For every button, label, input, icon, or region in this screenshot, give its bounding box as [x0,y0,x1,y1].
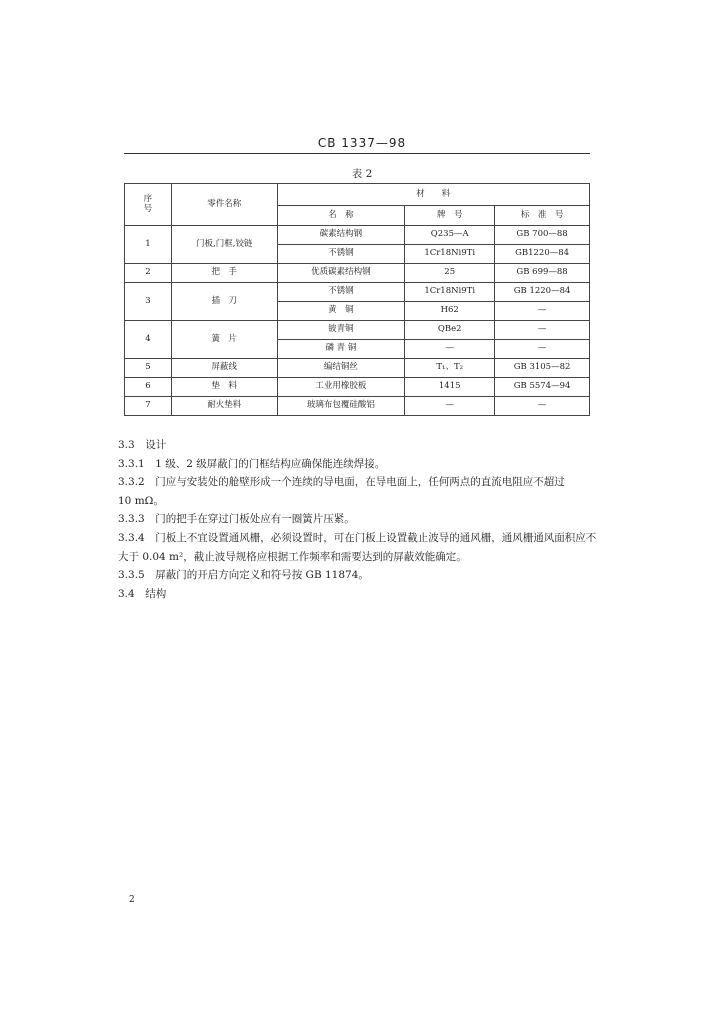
row-standard: — [495,321,590,340]
table-row [125,283,590,302]
header-part-name: 零件名称 [171,184,277,226]
row-no: 7 [125,397,172,416]
row-material-name: 不锈钢 [277,245,405,264]
row-part: 垫 料 [171,378,277,397]
document-code: CB 1337—98 [317,136,407,150]
table-row [125,359,590,378]
row-grade: 25 [405,264,495,283]
header-grade: 牌 号 [405,206,495,226]
clause: 3.3.2 门应与安装处的舱壁形成一个连续的导电面，在导电面上，任何两点的直流电阻应不超过 [118,476,565,489]
row-part: 簧 片 [171,321,277,359]
section-heading: 3.4 结构 [118,587,167,600]
row-grade: 1415 [405,378,495,397]
row-standard: GB 700—88 [495,226,590,245]
materials-table [124,183,590,416]
row-material-name: 玻璃布包覆硅酸铝 [277,397,405,416]
header-material-name: 名 称 [277,206,405,226]
row-grade: T₁、T₂ [405,359,495,378]
row-no: 4 [125,321,172,359]
row-grade: — [405,397,495,416]
header-standard: 标 准 号 [495,206,590,226]
table-row [125,226,590,245]
row-standard: GB 3105—82 [495,359,590,378]
row-no: 5 [125,359,172,378]
row-part: 门板,门框,铰链 [171,226,277,264]
row-material-name: 碳素结构钢 [277,226,405,245]
clause-continuation: 10 mΩ。 [118,494,164,507]
row-no: 1 [125,226,172,264]
row-material-name: 黄 铜 [277,302,405,321]
row-grade: H62 [405,302,495,321]
row-material-name: 磷 青 铜 [277,340,405,359]
table-row [125,264,590,283]
header-seq-line1: 序 [143,193,153,204]
clause: 3.3.5 屏蔽门的开启方向定义和符号按 GB 11874。 [118,569,369,582]
header-seq [125,184,172,226]
row-part: 插 刀 [171,283,277,321]
header-rule [124,153,590,154]
table-header-row [125,184,590,206]
row-material-name: 编结铜丝 [277,359,405,378]
row-no: 3 [125,283,172,321]
table-row [125,321,590,340]
row-standard: — [495,397,590,416]
row-material-name: 不锈钢 [277,283,405,302]
clause-continuation: 大于 0.04 m²，截止波导规格应根据工作频率和需要达到的屏蔽效能确定。 [118,550,467,563]
table-row [125,397,590,416]
row-standard: — [495,302,590,321]
table-title: 表 2 [351,168,373,180]
section-heading: 3.3 设计 [118,439,167,451]
header-seq-line2: 号 [143,203,153,214]
body-text [118,436,600,603]
clause: 3.3.3 门的把手在穿过门板处应有一圈簧片压紧。 [118,513,355,526]
row-material-name: 工业用橡胶板 [277,378,405,397]
row-no: 2 [125,264,172,283]
row-standard: GB 1220—84 [495,283,590,302]
row-material-name: 铍青铜 [277,321,405,340]
page-number: 2 [129,895,135,905]
row-grade: 1Cr18Ni9Ti [405,245,495,264]
table-row [125,378,590,397]
row-standard: GB1220—84 [495,245,590,264]
clause: 3.3.4 门板上不宜设置通风栅，必须设置时，可在门板上设置截止波导的通风栅，通风栅通风面积应不 [118,531,597,544]
row-standard: GB 5574—94 [495,378,590,397]
row-standard: GB 699—88 [495,264,590,283]
row-material-name: 优质碳素结构钢 [277,264,405,283]
row-grade: Q235—A [405,226,495,245]
row-part: 把 手 [171,264,277,283]
row-standard: — [495,340,590,359]
row-grade: QBe2 [405,321,495,340]
header-material: 材 料 [277,184,589,206]
row-grade: — [405,340,495,359]
row-part: 屏蔽线 [171,359,277,378]
row-grade: 1Cr18Ni9Ti [405,283,495,302]
clause: 3.3.1 1 级、2 级屏蔽门的门框结构应确保能连续焊接。 [118,457,386,470]
row-part: 耐火垫料 [171,397,277,416]
row-no: 6 [125,378,172,397]
